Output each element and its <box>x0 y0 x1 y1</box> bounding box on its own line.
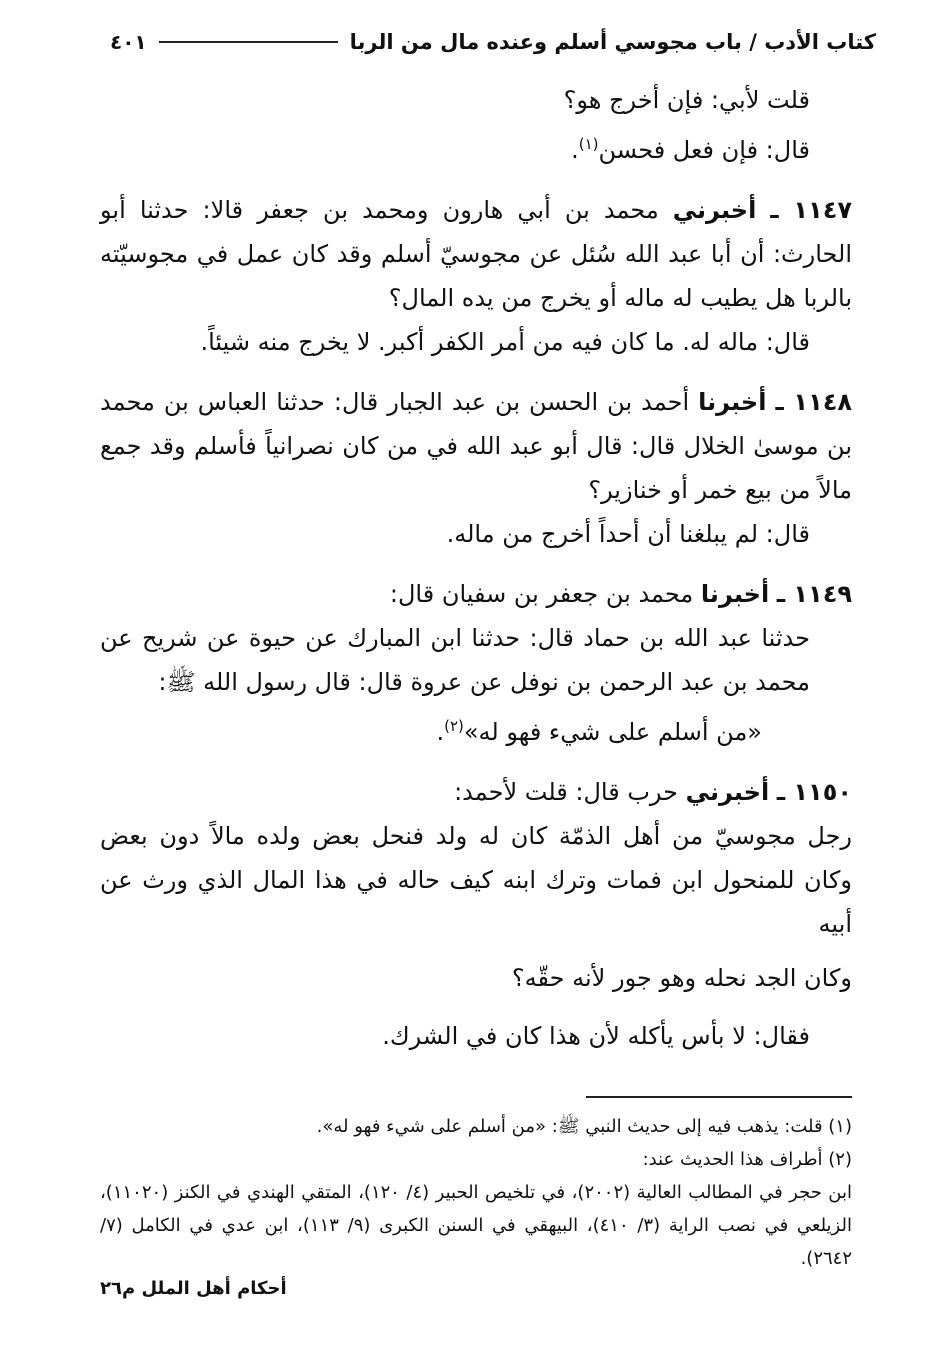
text-line: قلت لأبي: فإن أخرج هو؟ <box>563 86 810 114</box>
answer-line: قال: ماله له. ما كان فيه من أمر الكفر أكبر. لا يخرج منه شيئاً. <box>200 328 810 356</box>
header-rule <box>159 41 338 43</box>
text-line: قال: فإن فعل فحسن$^{(١)}$. <box>571 135 810 164</box>
footnote-ref-1[interactable]: (١) <box>578 135 599 153</box>
paragraph-text: محمد بن جعفر بن سفيان قال: <box>389 580 694 608</box>
answer-line: قال: لم يبلغنا أن أحداً أخرج من ماله. <box>446 520 810 548</box>
hadith-number: ١١٤٨ ـ <box>775 388 853 416</box>
hadith-number: ١١٤٩ ـ <box>776 580 852 608</box>
hadith-quote: «من أسلم على شيء فهو له»$^{(٢)}$. <box>436 717 762 746</box>
paragraph-text: حرب قال: قلت لأحمد: <box>454 778 679 806</box>
main-text <box>100 78 852 1058</box>
page-number: ٤٠١ <box>110 30 147 54</box>
hadith-number: ١١٥٠ ـ <box>776 778 852 806</box>
footnotes <box>100 1110 852 1275</box>
paragraph-1149 <box>100 572 852 616</box>
answer-line: فقال: لا بأس يأكله لأن هذا كان في الشرك. <box>382 1022 810 1050</box>
paragraph-text: محمد بن أبي هارون ومحمد بن جعفر قالا: حدثنا أبو الحارث: أن أبا عبد الله سُئل عن مجوسيّ أسلم وقد كان عمل في مجوسيّته بالربا هل يطيب له ماله أو يخرج من يده المال؟ <box>100 196 852 312</box>
paragraph-text: أحمد بن الحسن بن عبد الجبار قال: حدثنا العباس بن محمد بن موسىٰ الخلال قال: قال أبو عبد الله في من كان نصرانياً فأسلم وقد جمع مالاً من بيع خمر أو خنازير؟ <box>100 388 852 504</box>
question-text: رجل مجوسيّ من أهل الذمّة كان له ولد فنحل بعض ولده مالاً دون بعض وكان للمنحول ابن فمات وترك ابنه كيف حاله في هذا المال الذي ورث عن أبيه <box>100 822 852 938</box>
paragraph-1150 <box>100 770 852 814</box>
hadith-number: ١١٤٧ ـ <box>770 196 852 224</box>
signature-mark: أحكام أهل الملل م٢٦ <box>100 1278 287 1299</box>
isnad-text: حدثنا عبد الله بن حماد قال: حدثنا ابن المبارك عن حيوة عن شريح عن محمد بن عبد الرحمن بن نوفل عن عروة قال: قال رسول الله ﷺ: <box>100 624 810 696</box>
paragraph-1148 <box>100 380 852 512</box>
keyword: أخبرنا <box>698 388 767 416</box>
keyword: أخبرني <box>685 778 770 806</box>
running-header <box>110 22 876 62</box>
footnote-ref-2[interactable]: (٢) <box>444 717 464 735</box>
keyword: أخبرني <box>672 196 757 224</box>
header-title: كتاب الأدب / باب مجوسي أسلم وعنده مال من الربا <box>349 30 876 54</box>
footnote-2-text: ابن حجر في المطالب العالية (٢٠٠٢)، في تلخيص الحبير (٤/ ١٢٠)، المتقي الهندي في الكنز (١١٠٢٠)، الزيلعي في نصب الراية (٣/ ٤١٠)، البيهقي في السنن الكبرى (٩/ ١١٣)، ابن عدي في الكامل (٧/ ٢٦٤٢). <box>100 1182 852 1269</box>
footnote-1: (١) قلت: يذهب فيه إلى حديث النبي ﷺ: «من أسلم على شيء فهو له». <box>316 1116 852 1137</box>
question-text-end: وكان الجد نحله وهو جور لأنه حقّه؟ <box>511 964 852 992</box>
paragraph-1147 <box>100 188 852 320</box>
footnote-2-heading: (٢) أطراف هذا الحديث عند: <box>642 1149 852 1170</box>
footnote-divider <box>586 1096 852 1098</box>
keyword: أخبرنا <box>700 580 770 608</box>
